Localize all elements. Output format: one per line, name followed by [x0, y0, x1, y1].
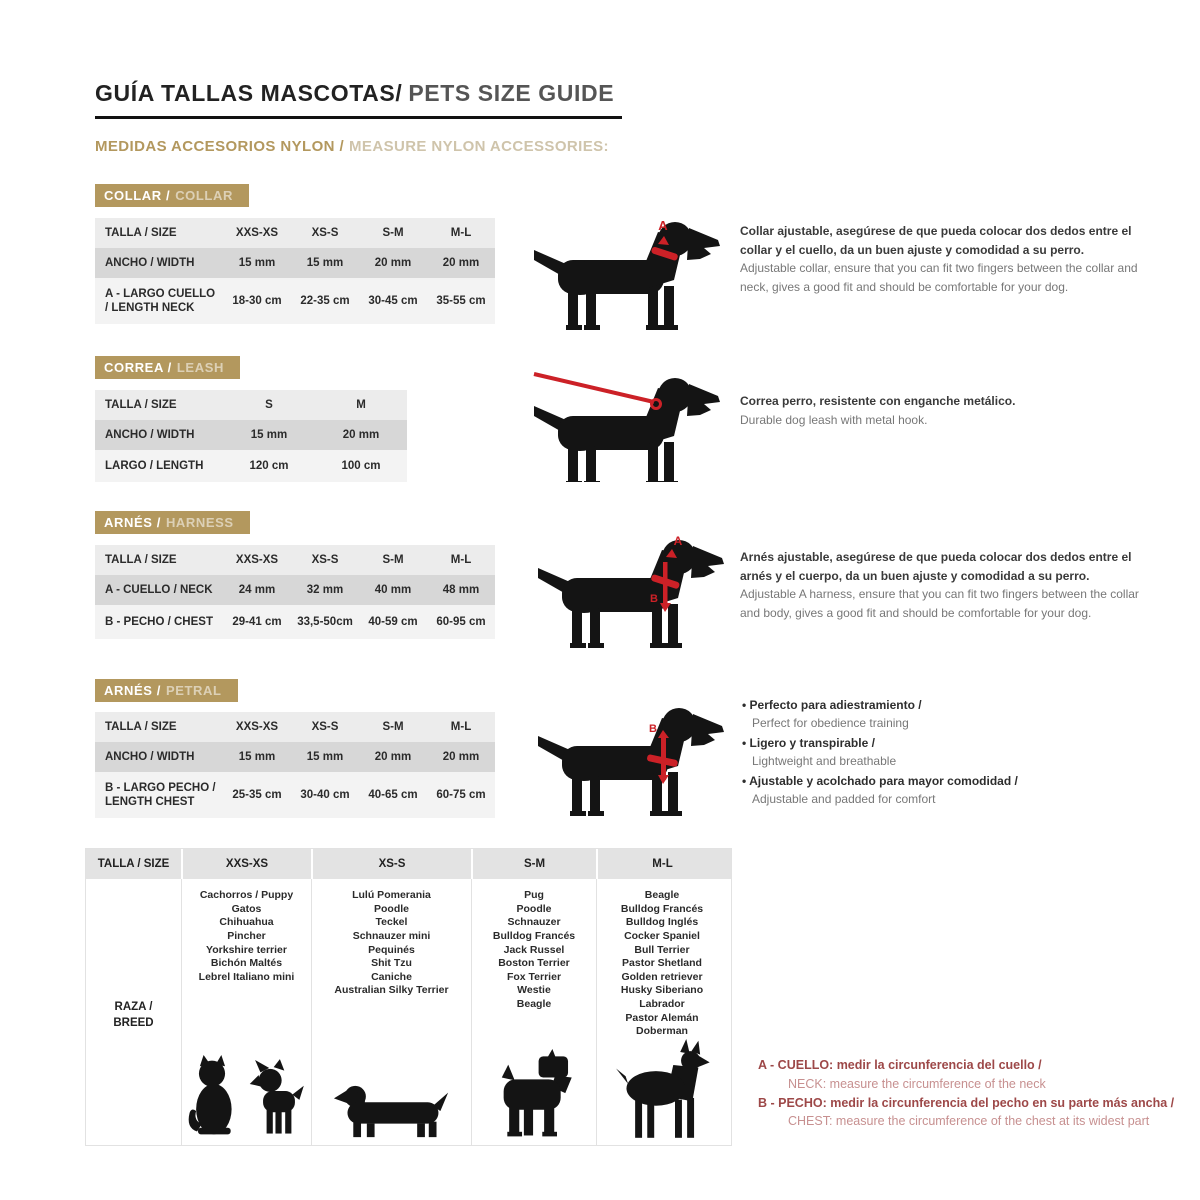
dachshund-silhouette-icon: [333, 1081, 451, 1141]
leash-size-table: [95, 390, 407, 482]
petral-th-xxs: XXS-XS: [223, 712, 291, 742]
petral-badge-en: PETRAL: [165, 683, 222, 698]
breed-row-label: RAZA / BREED: [113, 1000, 154, 1029]
section-collar-badge: [95, 184, 249, 207]
breed-row-label-cell: [86, 879, 181, 1145]
collar-width-xs: 15 mm: [291, 248, 359, 278]
petral-bullet-2-en: Lightweight and breathable: [752, 754, 897, 768]
cat-silhouette-icon: [184, 1053, 240, 1141]
petral-badge-es: ARNÉS /: [104, 683, 161, 698]
chihuahua-silhouette-icon: [248, 1057, 310, 1141]
petral-chest-sm: 40-65 cm: [359, 772, 427, 818]
breed-col-m-l: [596, 879, 727, 1145]
breed-list-m-l: Beagle Bulldog Francés Bulldog Inglés Cocker Spaniel Bull Terrier Pastor Shetland Golden retriever Husky Siberiano Labrador Pastor Alemán Doberman: [620, 889, 704, 1038]
harness-th-xxs: XXS-XS: [223, 545, 291, 575]
doberman-silhouette-icon: [613, 1039, 711, 1143]
breed-col-xxs-xs: [181, 879, 311, 1145]
harness-neck-xs: 32 mm: [291, 575, 359, 605]
note-neck-en: NECK: measure the circumference of the neck: [788, 1076, 1046, 1091]
page-subtitle-en: MEASURE NYLON ACCESSORIES:: [349, 138, 609, 155]
collar-row-width-label: ANCHO / WIDTH: [95, 248, 223, 278]
petral-size-table: [95, 712, 495, 818]
collar-row-neck-label: A - LARGO CUELLO / LENGTH NECK: [95, 278, 223, 324]
harness-th-ml: M-L: [427, 545, 495, 575]
petral-th-sm: S-M: [359, 712, 427, 742]
breed-th-xs: XS-S: [311, 849, 471, 879]
breed-list-xs-s: Lulú Pomerania Poodle Teckel Schnauzer mini Pequinés Shit Tzu Caniche Australian Silky Terrier: [334, 889, 449, 997]
breed-col-xs-s: [311, 879, 471, 1145]
collar-th-size: TALLA / SIZE: [95, 218, 223, 248]
collar-desc-es: Collar ajustable, asegúrese de que pueda colocar dos dedos entre el collar y el cuello, da un buen ajuste y comodidad a su perro.: [740, 224, 1132, 257]
leash-th-size: TALLA / SIZE: [95, 390, 223, 420]
breed-col-s-m: [471, 879, 596, 1145]
petral-th-xs: XS-S: [291, 712, 359, 742]
breed-list-s-m: Pug Poodle Schnauzer Bulldog Francés Jack Russel Boston Terrier Fox Terrier Westie Beagle: [492, 889, 576, 1011]
dog-harness-figure-icon: [536, 532, 736, 652]
note-chest-en: CHEST: measure the circumference of the chest at its widest part: [788, 1114, 1150, 1129]
harness-chest-sm: 40-59 cm: [359, 605, 427, 639]
collar-neck-xs: 22-35 cm: [291, 278, 359, 324]
petral-features-list: [742, 696, 1112, 810]
leash-desc-en: Durable dog leash with metal hook.: [740, 412, 928, 427]
measuring-notes: [758, 1056, 1190, 1131]
note-chest-es: B - PECHO: medir la circunferencia del pecho en su parte más ancha /: [758, 1095, 1175, 1110]
petral-bullet-3-es: • Ajustable y acolchado para mayor comodidad /: [742, 772, 1112, 790]
animals-s-m: [492, 1049, 576, 1141]
breed-th-sm: S-M: [471, 849, 596, 879]
petral-bullet-1-en: Perfect for obedience training: [752, 716, 909, 730]
harness-row-chest-label: B - PECHO / CHEST: [95, 605, 223, 639]
page-title: [95, 80, 622, 119]
petral-row-width-label: ANCHO / WIDTH: [95, 742, 223, 772]
breed-th-size: TALLA / SIZE: [97, 858, 170, 870]
petral-th-size: TALLA / SIZE: [95, 712, 223, 742]
breed-size-table: [85, 848, 732, 1146]
harness-th-xs: XS-S: [291, 545, 359, 575]
leash-th-s: S: [223, 390, 315, 420]
page-subtitle-es: MEDIDAS ACCESORIOS NYLON /: [95, 138, 345, 155]
animals-m-l: [613, 1039, 711, 1143]
leash-desc-es: Correa perro, resistente con enganche metálico.: [740, 394, 1016, 408]
collar-badge-es: COLLAR /: [104, 188, 171, 203]
breed-list-xxs-xs: Cachorros / Puppy Gatos Chihuahua Pincher Yorkshire terrier Bichón Maltés Lebrel Italiano mini: [198, 889, 295, 983]
animals-xs-s: [333, 1081, 451, 1141]
animals-xxs-xs: [184, 1053, 310, 1141]
dog-collar-figure-icon: [532, 214, 732, 334]
section-harness-badge: [95, 511, 250, 534]
petral-chest-xxs: 25-35 cm: [223, 772, 291, 818]
harness-desc-en: Adjustable A harness, ensure that you can fit two fingers between the collar and body, gives a good fit and should be comfortable for your dog.: [740, 587, 1139, 620]
collar-th-xxs: XXS-XS: [223, 218, 291, 248]
collar-badge-en: COLLAR: [175, 188, 233, 203]
petral-marker-b-label: B: [649, 723, 657, 735]
harness-size-table: [95, 545, 495, 639]
petral-width-xxs: 15 mm: [223, 742, 291, 772]
petral-width-ml: 20 mm: [427, 742, 495, 772]
schnauzer-silhouette-icon: [492, 1049, 576, 1141]
harness-desc-es: Arnés ajustable, asegúrese de que pueda colocar dos dedos entre el arnés y el cuerpo, da un buen ajuste y comodidad a su perro.: [740, 550, 1132, 583]
petral-chest-ml: 60-75 cm: [427, 772, 495, 818]
leash-width-s: 15 mm: [223, 420, 315, 450]
harness-description: [740, 548, 1142, 622]
collar-desc-en: Adjustable collar, ensure that you can fit two fingers between the collar and neck, gives a good fit and should be comfortable for your dog.: [740, 261, 1138, 294]
harness-badge-en: HARNESS: [165, 515, 234, 530]
dog-petral-figure-icon: [536, 700, 736, 820]
page-title-en: PETS SIZE GUIDE: [408, 80, 615, 106]
leash-width-m: 20 mm: [315, 420, 407, 450]
harness-th-size: TALLA / SIZE: [95, 545, 223, 575]
collar-neck-xxs: 18-30 cm: [223, 278, 291, 324]
petral-row-chest-label: B - LARGO PECHO / LENGTH CHEST: [95, 772, 223, 818]
page-subtitle: [95, 138, 609, 155]
harness-chest-xxs: 29-41 cm: [223, 605, 291, 639]
harness-th-sm: S-M: [359, 545, 427, 575]
leash-row-width-label: ANCHO / WIDTH: [95, 420, 223, 450]
collar-width-ml: 20 mm: [427, 248, 495, 278]
collar-neck-ml: 35-55 cm: [427, 278, 495, 324]
collar-th-sm: S-M: [359, 218, 427, 248]
petral-bullet-1-es: • Perfecto para adiestramiento /: [742, 696, 1112, 714]
breed-th-xxs: XXS-XS: [181, 849, 311, 879]
harness-chest-ml: 60-95 cm: [427, 605, 495, 639]
breed-table-header: [86, 849, 731, 879]
dog-leash-figure-icon: [532, 362, 732, 482]
leash-th-m: M: [315, 390, 407, 420]
harness-row-neck-label: A - CUELLO / NECK: [95, 575, 223, 605]
collar-description: [740, 222, 1142, 296]
petral-th-ml: M-L: [427, 712, 495, 742]
petral-width-sm: 20 mm: [359, 742, 427, 772]
harness-neck-xxs: 24 mm: [223, 575, 291, 605]
harness-neck-sm: 40 mm: [359, 575, 427, 605]
note-neck-es: A - CUELLO: medir la circunferencia del cuello /: [758, 1058, 1042, 1072]
page-title-es: GUÍA TALLAS MASCOTAS/: [95, 80, 403, 106]
collar-neck-sm: 30-45 cm: [359, 278, 427, 324]
collar-width-sm: 20 mm: [359, 248, 427, 278]
collar-th-xs: XS-S: [291, 218, 359, 248]
collar-th-ml: M-L: [427, 218, 495, 248]
section-petral-badge: [95, 679, 238, 702]
petral-bullet-3-en: Adjustable and padded for comfort: [752, 792, 936, 806]
collar-marker-a-label: A: [658, 218, 668, 233]
leash-description: [740, 392, 1142, 429]
breed-table-body: [86, 879, 731, 1145]
harness-badge-es: ARNÉS /: [104, 515, 161, 530]
leash-badge-es: CORREA /: [104, 360, 172, 375]
breed-th-ml: M-L: [596, 849, 727, 879]
leash-length-s: 120 cm: [223, 450, 315, 482]
petral-width-xs: 15 mm: [291, 742, 359, 772]
harness-marker-a-label: A: [673, 534, 683, 548]
leash-length-m: 100 cm: [315, 450, 407, 482]
section-leash-badge: [95, 356, 240, 379]
petral-chest-xs: 30-40 cm: [291, 772, 359, 818]
collar-width-xxs: 15 mm: [223, 248, 291, 278]
harness-neck-ml: 48 mm: [427, 575, 495, 605]
harness-marker-b-label: B: [650, 593, 658, 605]
leash-badge-en: LEASH: [176, 360, 224, 375]
harness-chest-xs: 33,5-50cm: [291, 605, 359, 639]
leash-row-length-label: LARGO / LENGTH: [95, 450, 223, 482]
collar-size-table: [95, 218, 495, 324]
petral-bullet-2-es: • Ligero y transpirable /: [742, 734, 1112, 752]
